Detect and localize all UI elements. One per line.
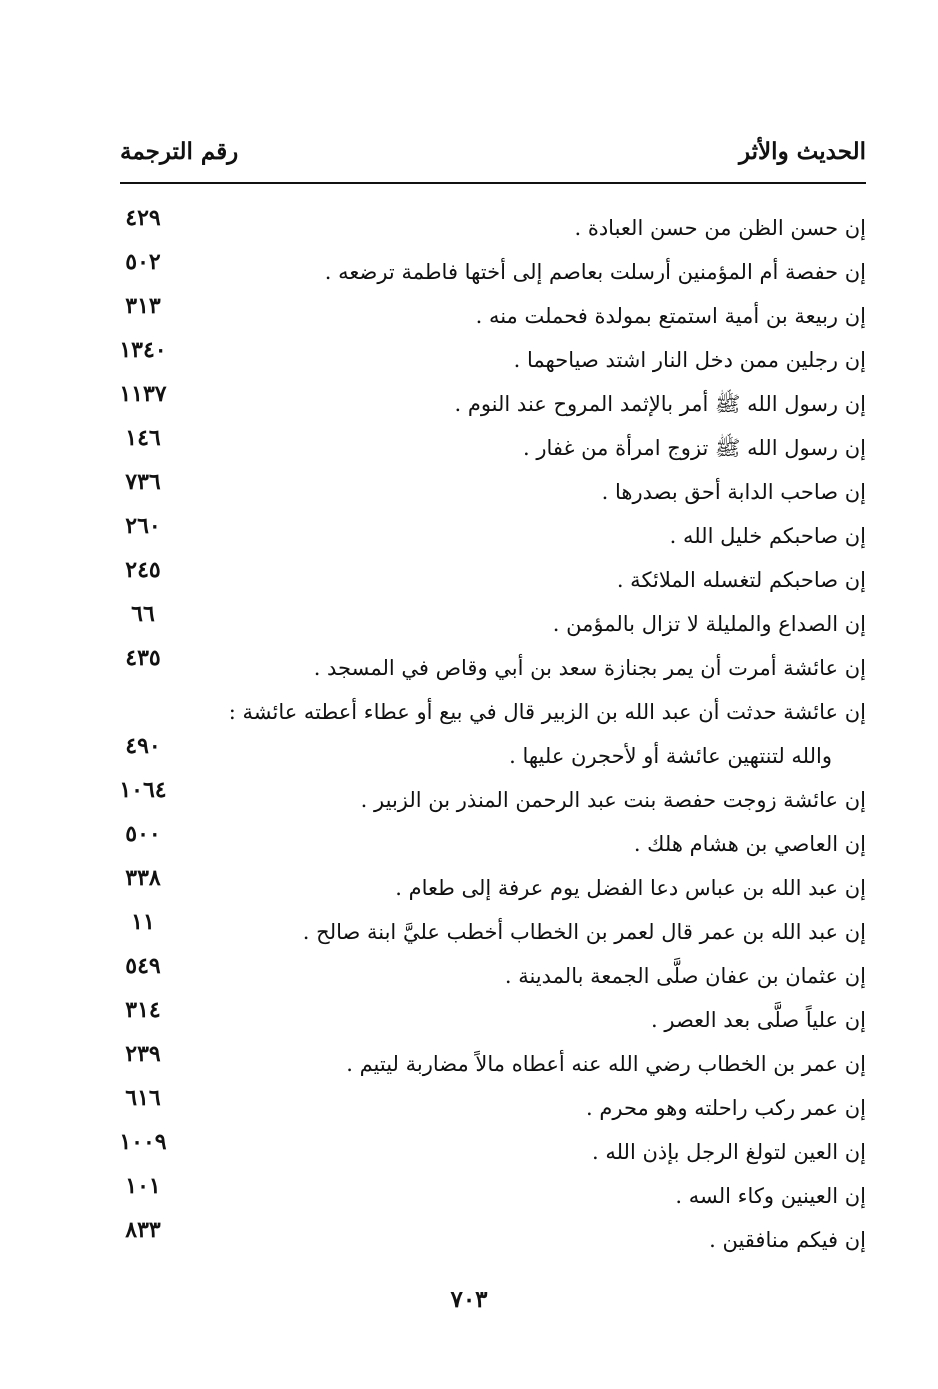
entry-text: إن علياً صلَّى بعد العصر .: [651, 1008, 866, 1032]
entry-text: إن عبد الله بن عمر قال لعمر بن الخطاب أخطب عليَّ ابنة صالح .: [302, 920, 866, 944]
entry-text: إن عائشة حدثت أن عبد الله بن الزبير قال في بيع أو عطاء أعطته عائشة :: [228, 700, 866, 724]
entry-number: ٥٠٠: [125, 821, 161, 847]
list-item: [110, 1080, 866, 1124]
entry-text: إن ربيعة بن أمية استمتع بمولدة فحملت منه .: [475, 304, 866, 328]
entry-number: ٤٣٥: [125, 645, 161, 671]
header-column-label: رقم الترجمة: [120, 138, 239, 165]
list-item: [110, 860, 866, 904]
entry-text: إن عمر ركب راحلته وهو محرم .: [586, 1096, 866, 1120]
list-item: [110, 552, 866, 596]
entry-number: ٣١٤: [125, 997, 161, 1023]
page-number: ٧٠٣: [450, 1286, 488, 1313]
entry-text: إن العينين وكاء السه .: [675, 1184, 866, 1208]
entry-text: إن حسن الظن من حسن العبادة .: [574, 216, 866, 240]
entry-text: إن صاحبكم لتغسله الملائكة .: [616, 568, 866, 592]
list-item: [110, 420, 866, 464]
list-item: [110, 1036, 866, 1080]
entry-text: إن رسول الله ﷺ أمر بالإثمد المروح عند النوم .: [454, 392, 866, 416]
entry-text: والله لتنتهين عائشة أو لأحجرن عليها .: [509, 744, 832, 768]
list-item: [110, 376, 866, 420]
list-item: [110, 332, 866, 376]
entry-text: إن حفصة أم المؤمنين أرسلت بعاصم إلى أختها فاطمة ترضعه .: [324, 260, 866, 284]
entry-text: إن عمر بن الخطاب رضي الله عنه أعطاه مالاً مضاربة ليتيم .: [346, 1052, 866, 1076]
entry-text: إن فيكم منافقين .: [709, 1228, 866, 1252]
list-item: [110, 772, 866, 816]
entry-number: ٦١٦: [125, 1085, 161, 1111]
entries-list: [110, 200, 866, 1256]
entry-text: إن رجلين ممن دخل النار اشتد صياحهما .: [513, 348, 866, 372]
list-item: [110, 1212, 866, 1256]
entry-text: إن رسول الله ﷺ تزوج امرأة من غفار .: [522, 436, 866, 460]
entry-number: ٨٣٣: [125, 1217, 161, 1243]
entry-number: ٥٤٩: [125, 953, 161, 979]
entry-text: إن صاحب الدابة أحق بصدرها .: [601, 480, 866, 504]
list-item: [110, 992, 866, 1036]
list-item: [110, 464, 866, 508]
list-item: [110, 816, 866, 860]
entry-number: ٦٦: [131, 601, 155, 627]
list-item: [110, 244, 866, 288]
entry-text: إن الصداع والمليلة لا تزال بالمؤمن .: [552, 612, 866, 636]
list-item: [110, 1124, 866, 1168]
entry-number: ١٣٤٠: [119, 337, 167, 363]
entry-text: إن العين لتولغ الرجل بإذن الله .: [592, 1140, 866, 1164]
entry-number: ٤٢٩: [125, 205, 161, 231]
entry-text: إن عثمان بن عفان صلَّى الجمعة بالمدينة .: [504, 964, 866, 988]
entry-number: ١٠١: [125, 1173, 161, 1199]
entry-number: ٤٩٠: [125, 733, 161, 759]
entry-number: ١١٣٧: [119, 381, 167, 407]
list-item: [110, 684, 866, 728]
list-item: [110, 288, 866, 332]
list-item: [110, 948, 866, 992]
entry-text: إن عائشة زوجت حفصة بنت عبد الرحمن المنذر بن الزبير .: [360, 788, 866, 812]
entry-text: إن عائشة أمرت أن يمر بجنازة سعد بن أبي وقاص في المسجد .: [313, 656, 866, 680]
list-item: [110, 640, 866, 684]
entry-number: ٣١٣: [125, 293, 161, 319]
list-item: [110, 508, 866, 552]
entry-number: ١٠٠٩: [119, 1129, 167, 1155]
list-item: [110, 904, 866, 948]
header-title: الحديث والأثر: [738, 138, 866, 165]
entry-number: ٣٣٨: [125, 865, 161, 891]
list-item: [110, 1168, 866, 1212]
entry-number: ٧٣٦: [125, 469, 161, 495]
entry-number: ٢٦٠: [125, 513, 161, 539]
list-item: [110, 200, 866, 244]
entry-number: ١٤٦: [125, 425, 161, 451]
header-rule: [120, 182, 866, 184]
entry-text: إن عبد الله بن عباس دعا الفضل يوم عرفة إلى طعام .: [395, 876, 866, 900]
entry-text: إن العاصي بن هشام هلك .: [633, 832, 866, 856]
entry-number: ٢٣٩: [125, 1041, 161, 1067]
entry-number: ٢٤٥: [125, 557, 161, 583]
page-header: [120, 138, 866, 184]
entry-number: ٥٠٢: [125, 249, 161, 275]
entry-number: ١١: [131, 909, 155, 935]
list-item: [110, 728, 866, 772]
entry-number: ١٠٦٤: [119, 777, 167, 803]
list-item: [110, 596, 866, 640]
entry-text: إن صاحبكم خليل الله .: [669, 524, 866, 548]
